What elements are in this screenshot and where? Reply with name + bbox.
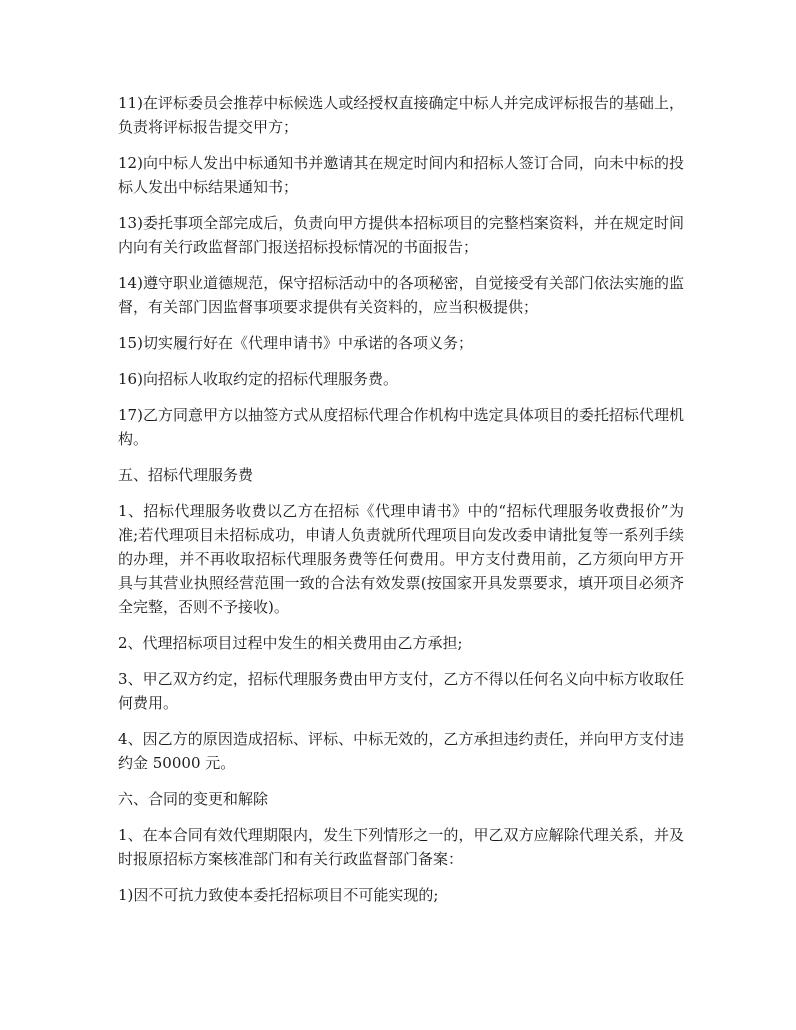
- clause-12: 12)向中标人发出中标通知书并邀请其在规定时间内和招标人签订合同，向未中标的投标人发出中标结果通知书；: [118, 154, 684, 196]
- document-body: [118, 91, 684, 919]
- section-heading-fee: 五、招标代理服务费: [118, 466, 254, 484]
- fee-clause-2: 2、代理招标项目过程中发生的相关费用由乙方承担;: [118, 634, 463, 652]
- clause-13: 13)委托事项全部完成后，负责向甲方提供本招标项目的完整档案资料，并在规定时间内向有关行政监督部门报送招标投标情况的书面报告；: [118, 214, 684, 256]
- clause-11: 11)在评标委员会推荐中标候选人或经授权直接确定中标人并完成评标报告的基础上，负责将评标报告提交甲方；: [118, 94, 684, 136]
- fee-clause-1: 1、招标代理服务收费以乙方在招标《代理申请书》中的“招标代理服务收费报价”为准;若代理项目未招标成功，申请人负责就所代理项目向发改委申请批复等一系列手续的办理，并不再收取招标代理服务费等任何费用。甲方支付费用前，乙方须向甲方开具与其营业执照经营范围一致的合法有效发票(按国家开具发票要求，填开项目必须齐全完整，否则不予接收)。: [118, 502, 684, 616]
- clause-17: 17)乙方同意甲方以抽签方式从度招标代理合作机构中选定具体项目的委托招标代理机构。: [118, 406, 684, 448]
- clause-15: 15)切实履行好在《代理申请书》中承诺的各项义务；: [118, 334, 473, 352]
- termination-clause-1: 1、在本合同有效代理期限内，发生下列情形之一的，甲乙双方应解除代理关系，并及时报原招标方案核准部门和有关行政监督部门备案：: [118, 826, 684, 868]
- fee-clause-3: 3、甲乙双方约定，招标代理服务费由甲方支付，乙方不得以任何名义向中标方收取任何费用。: [118, 670, 684, 712]
- fee-clause-4: 4、因乙方的原因造成招标、评标、中标无效的，乙方承担违约责任，并向甲方支付违约金 50000 元。: [118, 730, 684, 772]
- clause-14: 14)遵守职业道德规范，保守招标活动中的各项秘密，自觉接受有关部门依法实施的监督，有关部门因监督事项要求提供有关资料的，应当积极提供；: [118, 274, 684, 316]
- clause-16: 16)向招标人收取约定的招标代理服务费。: [118, 370, 398, 388]
- section-heading-termination: 六、合同的变更和解除: [118, 790, 269, 808]
- termination-item-1: 1)因不可抗力致使本委托招标项目不可能实现的;: [118, 886, 439, 904]
